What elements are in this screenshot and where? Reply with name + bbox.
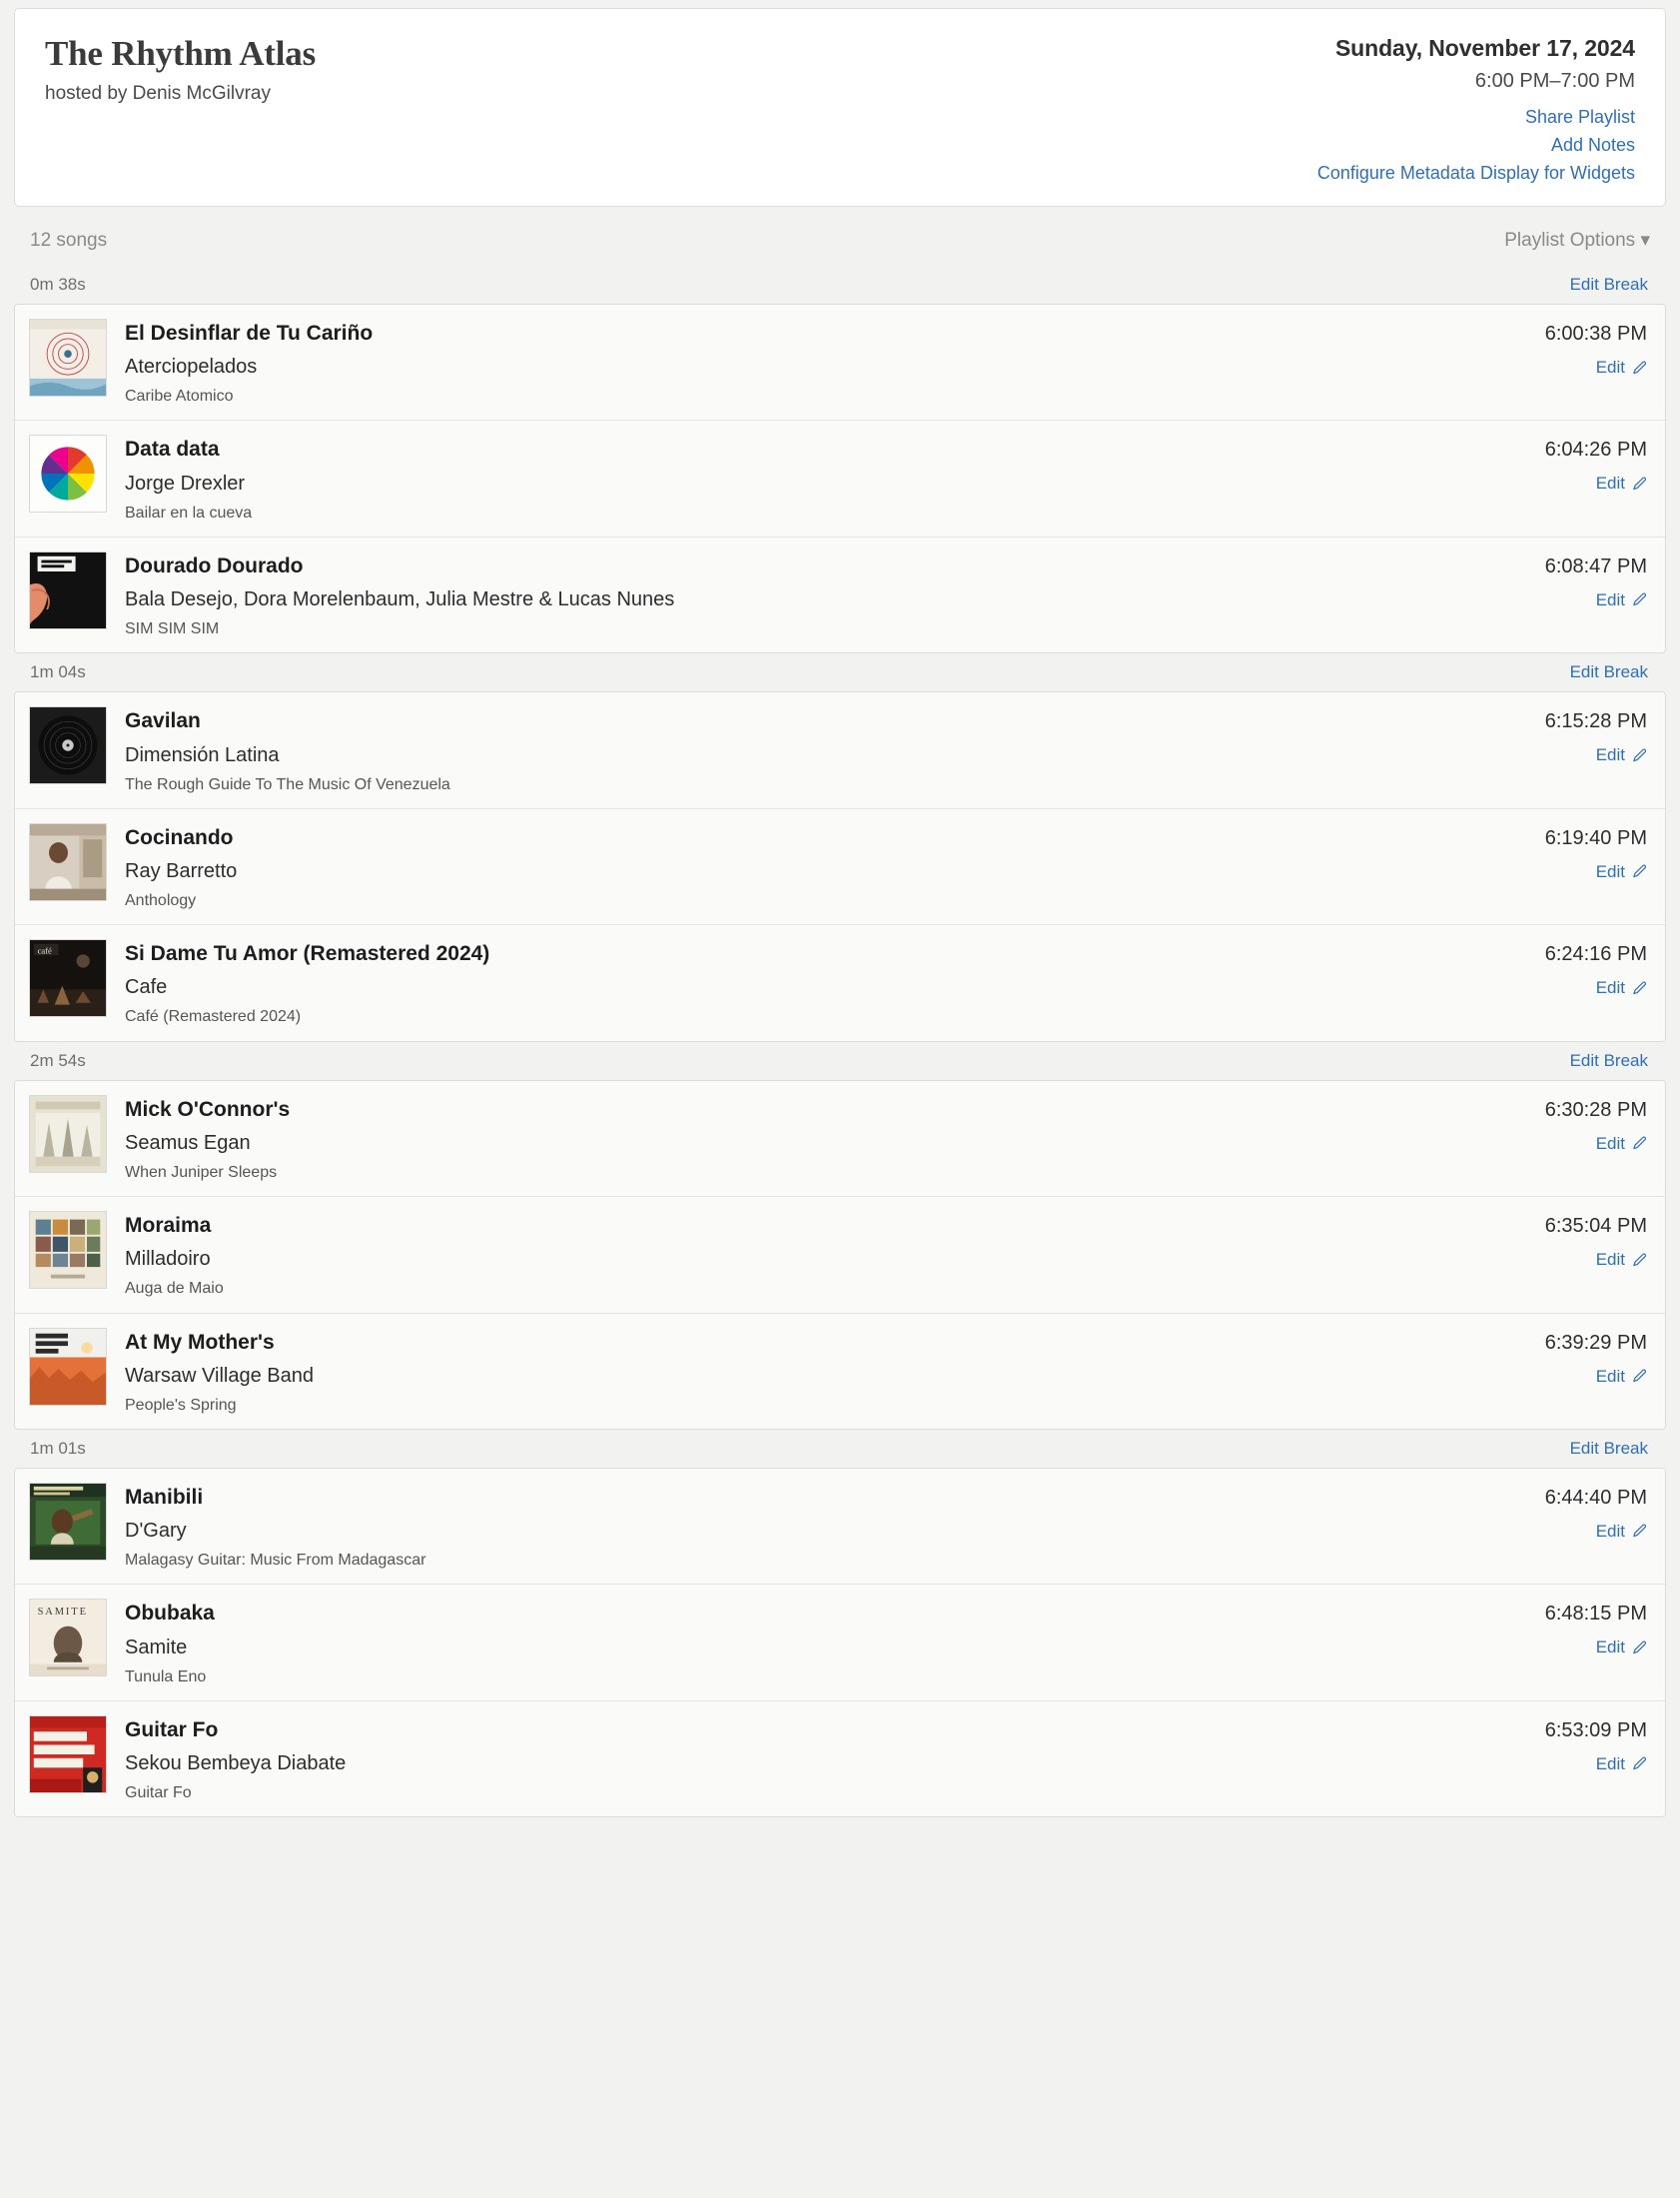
track-album: When Juniper Sleeps [125, 1163, 278, 1181]
track-artist: D'Gary [125, 1520, 187, 1543]
break-duration: 0m 38s [30, 275, 86, 294]
edit-track-link[interactable] [1596, 1250, 1647, 1270]
track-group [14, 691, 1666, 1041]
album-art [29, 435, 107, 513]
edit-track-link[interactable] [1596, 1754, 1647, 1774]
pencil-icon [1632, 748, 1647, 763]
edit-track-link[interactable] [1596, 474, 1647, 494]
track-time: 6:24:16 PM [1544, 943, 1647, 966]
pencil-icon [1632, 1641, 1647, 1655]
track-row[interactable] [15, 1585, 1665, 1700]
track-row[interactable] [15, 1469, 1665, 1585]
edit-track-link[interactable] [1596, 862, 1647, 882]
track-album: Tunula Eno [125, 1667, 207, 1685]
show-host: hosted by Denis McGilvray [45, 82, 271, 104]
track-title: Data data [125, 438, 220, 462]
edit-track-label: Edit [1595, 589, 1625, 609]
album-art [29, 706, 107, 784]
edit-break-link[interactable]: Edit Break [1569, 1438, 1648, 1458]
track-title: Cocinando [125, 825, 234, 849]
add-notes-link[interactable]: Add Notes [1550, 135, 1635, 155]
edit-track-link[interactable] [1596, 1522, 1647, 1542]
track-right [1497, 1095, 1647, 1154]
pencil-icon [1632, 361, 1647, 376]
track-info [107, 1211, 1497, 1298]
track-artist: Jorge Drexler [125, 472, 246, 495]
show-date: Sunday, November 17, 2024 [1334, 35, 1635, 61]
break-duration: 1m 01s [30, 1438, 86, 1458]
track-right [1497, 939, 1647, 998]
track-artist: Milladoiro [125, 1248, 211, 1271]
edit-track-label: Edit [1595, 1133, 1625, 1153]
break-row [14, 1430, 1666, 1468]
track-artist: Cafe [125, 976, 168, 999]
pencil-icon [1632, 592, 1647, 607]
show-time-range: 6:00 PM–7:00 PM [1474, 70, 1635, 92]
pencil-icon [1632, 1369, 1647, 1384]
track-time: 6:53:09 PM [1544, 1718, 1647, 1741]
track-info [107, 939, 1497, 1026]
album-art [29, 1095, 107, 1173]
break-duration: 2m 54s [30, 1050, 86, 1070]
edit-track-label: Edit [1595, 1638, 1625, 1657]
track-title: At My Mother's [125, 1330, 275, 1354]
track-info [107, 1328, 1497, 1415]
track-row[interactable] [15, 1314, 1665, 1429]
track-artist: Dimensión Latina [125, 743, 280, 766]
track-right [1497, 435, 1647, 494]
edit-track-link[interactable] [1596, 978, 1647, 998]
track-album: Café (Remastered 2024) [125, 1008, 302, 1026]
track-info [107, 1715, 1497, 1802]
break-row [14, 653, 1666, 691]
pencil-icon [1632, 477, 1647, 492]
track-title: Gavilan [125, 709, 201, 733]
edit-track-label: Edit [1595, 1521, 1625, 1541]
album-art [29, 1483, 107, 1561]
track-info [107, 319, 1497, 406]
track-info [107, 823, 1497, 910]
edit-track-label: Edit [1595, 861, 1625, 881]
track-time: 6:19:40 PM [1544, 826, 1647, 849]
edit-track-link[interactable] [1596, 1134, 1647, 1154]
track-right [1497, 823, 1647, 882]
track-info [107, 435, 1497, 522]
track-time: 6:15:28 PM [1544, 710, 1647, 733]
track-artist: Aterciopelados [125, 356, 258, 379]
track-info [107, 1599, 1497, 1685]
edit-track-link[interactable] [1596, 1638, 1647, 1657]
track-row[interactable] [15, 925, 1665, 1040]
edit-break-link[interactable]: Edit Break [1569, 662, 1648, 682]
track-groups [14, 266, 1666, 1817]
edit-track-label: Edit [1595, 474, 1625, 494]
edit-track-link[interactable] [1596, 590, 1647, 610]
edit-track-label: Edit [1595, 358, 1625, 377]
track-time: 6:00:38 PM [1544, 323, 1647, 345]
track-artist: Bala Desejo, Dora Morelenbaum, Julia Mestre & Lucas Nunes [125, 588, 675, 611]
album-art [29, 1211, 107, 1289]
track-title: Mick O'Connor's [125, 1097, 291, 1121]
track-artist: Warsaw Village Band [125, 1364, 314, 1387]
track-info [107, 1483, 1497, 1570]
track-time: 6:08:47 PM [1544, 554, 1647, 577]
track-row[interactable] [15, 1197, 1665, 1313]
track-album: Caribe Atomico [125, 388, 234, 406]
track-right [1497, 1211, 1647, 1270]
edit-track-label: Edit [1595, 978, 1625, 998]
track-row[interactable] [15, 1081, 1665, 1197]
track-row[interactable] [15, 538, 1665, 652]
edit-track-label: Edit [1595, 1250, 1625, 1270]
page-title: The Rhythm Atlas [45, 34, 317, 73]
track-time: 6:30:28 PM [1544, 1098, 1647, 1121]
track-album: Bailar en la cueva [125, 504, 253, 522]
track-row[interactable] [15, 421, 1665, 537]
pencil-icon [1632, 1136, 1647, 1151]
edit-break-link[interactable]: Edit Break [1569, 1050, 1648, 1070]
song-count: 12 songs [30, 229, 108, 251]
track-right [1497, 551, 1647, 610]
album-art [29, 551, 107, 629]
track-right [1497, 1599, 1647, 1657]
track-title: Manibili [125, 1485, 204, 1509]
track-row[interactable] [15, 809, 1665, 925]
configure-metadata-link[interactable]: Configure Metadata Display for Widgets [1316, 163, 1635, 183]
playlist-page [0, 8, 1680, 1847]
track-album: Malagasy Guitar: Music From Madagascar [125, 1552, 426, 1570]
track-row[interactable] [15, 1701, 1665, 1816]
track-right [1497, 1715, 1647, 1774]
track-right [1497, 1328, 1647, 1387]
share-playlist-link[interactable]: Share Playlist [1524, 107, 1635, 127]
track-title: Obubaka [125, 1602, 215, 1626]
track-title: Moraima [125, 1214, 212, 1238]
track-group [14, 304, 1666, 653]
edit-track-link[interactable] [1596, 745, 1647, 765]
track-artist: Sekou Bembeya Diabate [125, 1752, 347, 1775]
track-album: The Rough Guide To The Music Of Venezuela [125, 775, 450, 793]
header-links [1317, 107, 1635, 184]
pencil-icon [1632, 1524, 1647, 1539]
album-art [29, 319, 107, 397]
track-title: Si Dame Tu Amor (Remastered 2024) [125, 942, 490, 966]
track-album: Guitar Fo [125, 1784, 192, 1802]
show-header-right [1317, 35, 1635, 184]
edit-track-label: Edit [1595, 745, 1625, 765]
album-art [29, 1599, 107, 1676]
show-header-left [45, 35, 316, 105]
track-title: Dourado Dourado [125, 553, 304, 577]
playlist-meta-bar [14, 207, 1666, 266]
pencil-icon [1632, 864, 1647, 879]
pencil-icon [1632, 1253, 1647, 1268]
track-title: El Desinflar de Tu Cariño [125, 322, 374, 345]
track-row[interactable] [15, 305, 1665, 421]
album-art [29, 939, 107, 1017]
edit-track-link[interactable] [1596, 1367, 1647, 1387]
track-info [107, 706, 1497, 793]
break-row [14, 266, 1666, 304]
track-info [107, 1095, 1497, 1182]
track-artist: Ray Barretto [125, 860, 238, 882]
edit-break-link[interactable]: Edit Break [1569, 275, 1648, 294]
track-artist: Seamus Egan [125, 1131, 251, 1154]
pencil-icon [1632, 1756, 1647, 1771]
track-group [14, 1468, 1666, 1817]
album-art [29, 1715, 107, 1793]
edit-track-label: Edit [1595, 1366, 1625, 1386]
track-right [1497, 1483, 1647, 1542]
track-right [1497, 706, 1647, 765]
track-time: 6:48:15 PM [1544, 1603, 1647, 1626]
track-title: Guitar Fo [125, 1717, 219, 1741]
pencil-icon [1632, 981, 1647, 996]
break-row [14, 1042, 1666, 1080]
track-time: 6:44:40 PM [1544, 1486, 1647, 1509]
track-right [1497, 319, 1647, 378]
album-art [29, 1328, 107, 1406]
track-time: 6:35:04 PM [1544, 1215, 1647, 1238]
break-duration: 1m 04s [30, 662, 86, 682]
playlist-options-menu[interactable]: Playlist Options ▾ [1504, 230, 1650, 251]
album-art [29, 823, 107, 901]
edit-track-link[interactable] [1596, 358, 1647, 378]
track-time: 6:39:29 PM [1544, 1331, 1647, 1354]
edit-track-label: Edit [1595, 1753, 1625, 1773]
track-info [107, 551, 1497, 638]
track-album: People's Spring [125, 1396, 237, 1414]
track-album: Anthology [125, 892, 197, 909]
track-artist: Samite [125, 1636, 188, 1658]
show-header-card [14, 8, 1666, 207]
track-group [14, 1080, 1666, 1430]
track-album: Auga de Maio [125, 1280, 224, 1298]
track-row[interactable] [15, 692, 1665, 808]
track-album: SIM SIM SIM [125, 620, 220, 638]
track-time: 6:04:26 PM [1544, 439, 1647, 462]
